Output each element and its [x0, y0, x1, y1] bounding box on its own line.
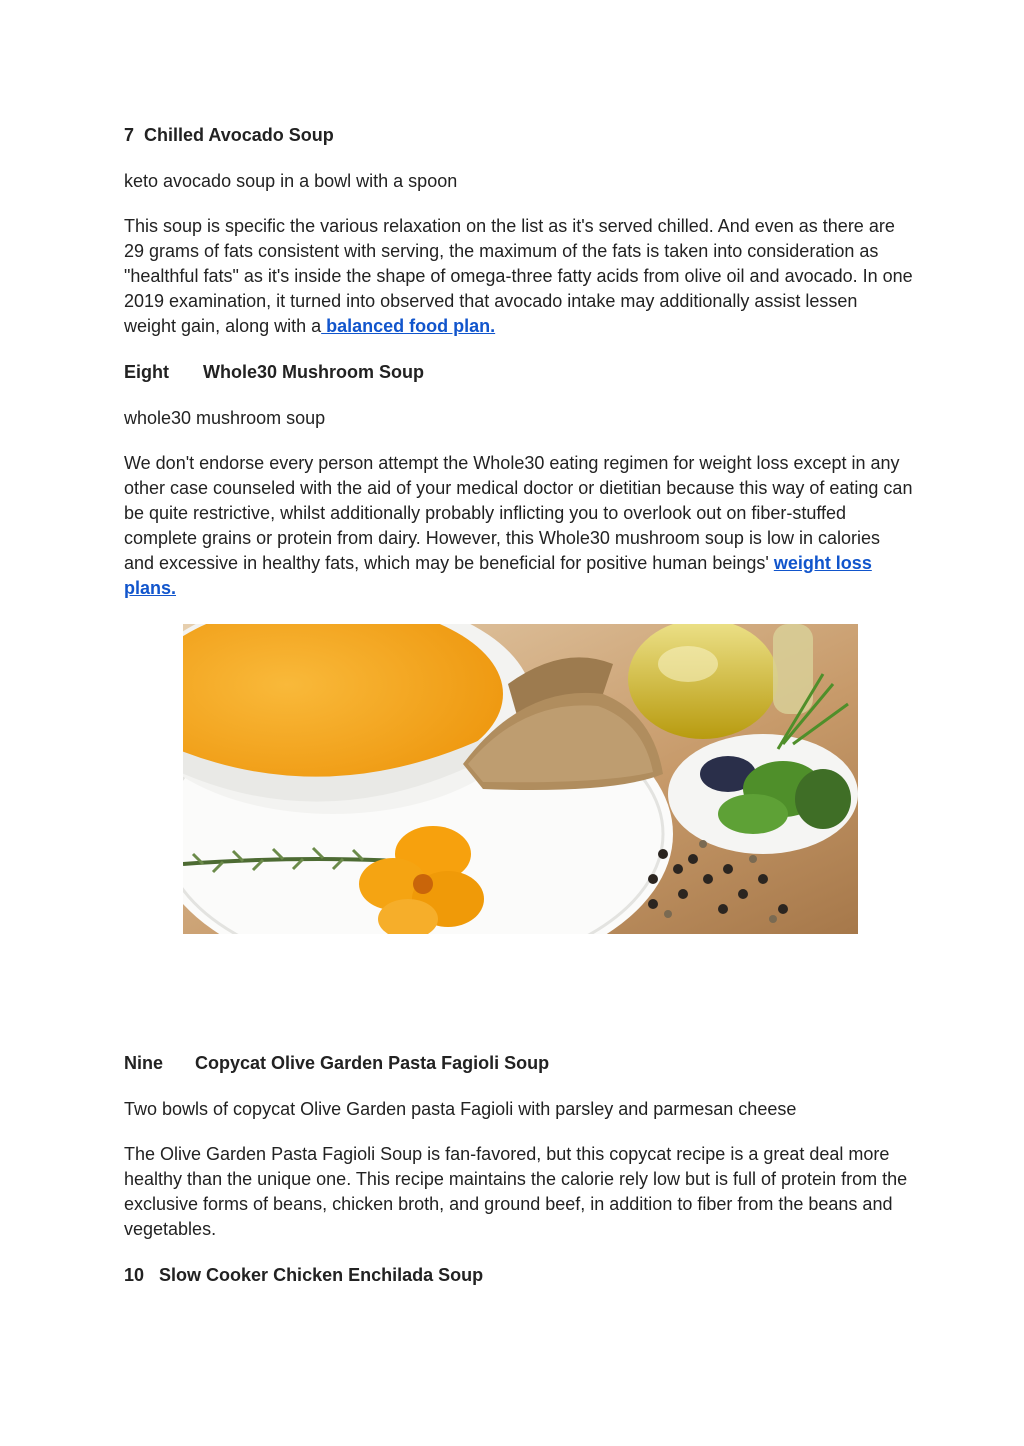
image-caption: keto avocado soup in a bowl with a spoon [124, 171, 458, 191]
body-paragraph [124, 451, 914, 601]
section-number: Nine [124, 1053, 164, 1073]
section-heading [124, 1264, 483, 1286]
section-title: Chilled Avocado Soup [144, 125, 334, 145]
section-title: Whole30 Mushroom Soup [203, 362, 425, 382]
body-paragraph: The Olive Garden Pasta Fagioli Soup is fan-favored, but this copycat recipe is a great deal more healthy than the unique one. This recipe maintains the calorie rely low but is full of protein from the exclusive forms of beans, chicken broth, and ground beef, in addition to fiber from the beans and vegetables. [124, 1144, 908, 1239]
paragraph-text: This soup is specific the various relaxation on the list as it's served chilled. And even as there are 29 grams of fats consistent with serving, the maximum of the fats is taken into consideration as "healthful fats" as it's inside the shape of omega-three fatty acids from olive oil and avocado. In one 2019 examination, it turned into observed that avocado intake may additionally assist lessen weight gain, along with a [124, 216, 913, 336]
section-title: Copycat Olive Garden Pasta Fagioli Soup [195, 1053, 550, 1073]
balanced-food-plan-link[interactable]: balanced food plan. [321, 316, 496, 336]
oil-bottle [628, 624, 778, 739]
image-caption: whole30 mushroom soup [124, 408, 326, 428]
soup-photo [183, 624, 858, 934]
section-heading [124, 361, 424, 383]
weight-loss-plans-link[interactable]: weight loss plans. [124, 553, 872, 598]
section-number: Eight [124, 362, 169, 382]
section-heading [124, 1052, 549, 1074]
section-title: Slow Cooker Chicken Enchilada Soup [159, 1265, 484, 1285]
section-number: 7 [124, 125, 135, 145]
paragraph-text: We don't endorse every person attempt the Whole30 eating regimen for weight loss except in any other case counseled with the aid of your medical doctor or dietitian because this way of eating can be quite restrictive, whilst additionally probably inflicting you to overlook out on fiber-stuffed complete grains or protein from dairy. However, this Whole30 mushroom soup is low in calories and excessive in healthy fats, which may be beneficial for positive human beings' [124, 453, 913, 573]
section-heading [124, 124, 334, 146]
body-paragraph [124, 214, 914, 339]
image-caption: Two bowls of copycat Olive Garden pasta Fagioli with parsley and parmesan cheese [124, 1099, 797, 1119]
section-number: 10 [124, 1265, 145, 1285]
